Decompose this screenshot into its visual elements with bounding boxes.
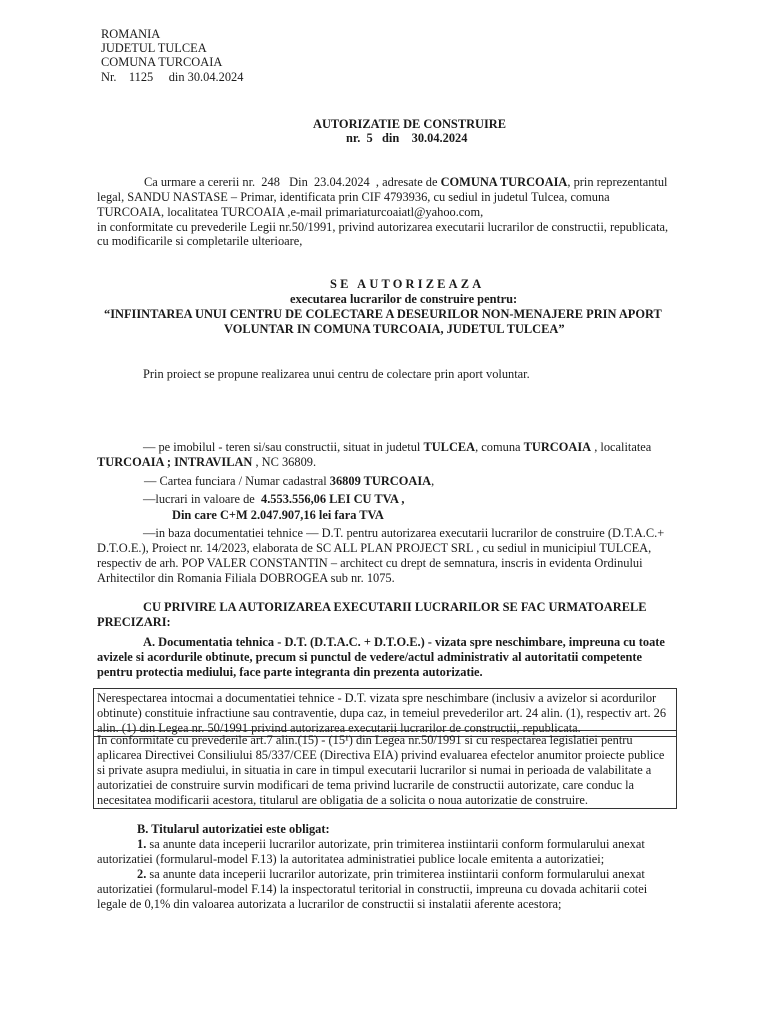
property-text: — pe imobilul - teren si/sau constructii, situat in judetul — [143, 440, 424, 454]
header-county: JUDETUL TULCEA — [101, 41, 207, 55]
intro-text: , prin reprezentantul — [567, 175, 668, 189]
notice-box-line: autorizatiei de construire survin modificari de tema privind lucrarile de constructii autorizate, care conduc la — [97, 778, 635, 792]
property-text: , localitatea — [591, 440, 652, 454]
section-b-heading: B. Titularul autorizatiei este obligat: — [137, 822, 330, 836]
obligation-2-line-2: autorizatiei (formularul-model F.14) la inspectoratul teritorial in constructii, impreuna cu dovada achitarii cotei — [97, 882, 648, 896]
section-a-line-1: A. Documentatia tehnica - D.T. (D.T.A.C. + D.T.O.E.) - vizata spre neschimbare, impreuna cu toate — [143, 635, 665, 649]
header-commune: COMUNA TURCOAIA — [101, 55, 223, 69]
property-line-2 — [97, 455, 316, 469]
value-line-2: Din care C+M 2.047.907,16 lei fara TVA — [172, 508, 384, 522]
obligation-1-line-1 — [137, 837, 645, 851]
intro-line-2: legal, SANDU NASTASE – Primar, identificata prin CIF 4793936, cu sediul in judetul Tulcea, comuna — [97, 190, 610, 204]
obligation-2-line-1 — [137, 867, 645, 881]
cadastral-number: 36809 TURCOAIA — [329, 474, 432, 488]
property-line-1 — [143, 440, 651, 454]
notice-box-line: In conformitate cu prevederile art.7 alin.(15) - (15¹) din Legea nr.50/1991 si cu respectarea legislatiei pentru — [97, 733, 633, 747]
project-note: Prin proiect se propune realizarea unui centru de colectare prin aport voluntar. — [143, 367, 530, 381]
section-a-line-3: pentru protectia mediului, face parte integranta din prezenta autorizatie. — [97, 665, 483, 679]
project-title-line-1: “INFIINTAREA UNUI CENTRU DE COLECTARE A DESEURILOR NON-MENAJERE PRIN APORT — [104, 307, 662, 321]
documentation-line-3: respectiv de arh. POP VALER CONSTANTIN – architect cu drept de semnatura, inscris in evidenta Ordinului — [97, 556, 643, 570]
property-text: , NC 36809. — [252, 455, 317, 469]
obligation-text: sa anunte data inceperii lucrarilor autorizate, prin trimiterea instiintarii conform formularului anexat — [146, 867, 645, 881]
applicant-name: COMUNA TURCOAIA — [440, 175, 568, 189]
document-number: nr. 5 din 30.04.2024 — [346, 131, 468, 145]
property-locality: TURCOAIA ; INTRAVILAN — [97, 455, 253, 469]
documentation-line-4: Arhitectilor din Romania Filiala DOBROGEA sub nr. 1075. — [97, 571, 395, 585]
obligation-text: sa anunte data inceperii lucrarilor autorizate, prin trimiterea instiintarii conform formularului anexat — [146, 837, 645, 851]
registration-date: din 30.04.2024 — [168, 70, 244, 84]
documentation-line-2: D.T.O.E.), Proiect nr. 14/2023, elaborata de SC ALL PLAN PROJECT SRL , cu sediul in municipiul TULCEA, — [97, 541, 652, 555]
obligation-2-line-3: legale de 0,1% din valoarea autorizata a lucrarilor de constructii si instalatii aferente acestora; — [97, 897, 562, 911]
cadastral-text: , — [431, 474, 435, 488]
registration-label: Nr. — [101, 70, 117, 84]
intro-line-5: cu modificarile si completarile ulterioare, — [97, 234, 303, 248]
header-country: ROMANIA — [101, 27, 161, 41]
property-county: TULCEA — [423, 440, 476, 454]
intro-line-3: TURCOAIA, localitatea TURCOAIA ,e-mail primariaturcoaiatl@yahoo.com, — [97, 205, 484, 219]
intro-text: Ca urmare a cererii nr. 248 Din 23.04.2024 , adresate de — [144, 175, 441, 189]
cadastral-line — [144, 474, 434, 488]
notice-box-eia — [93, 730, 677, 809]
obligation-number: 2. — [137, 867, 147, 881]
value-line-1 — [143, 492, 404, 506]
cadastral-text: — Cartea funciara / Numar cadastral — [144, 474, 330, 488]
value-total: 4.553.556,06 LEI CU TVA , — [261, 492, 405, 506]
notice-box-line: aplicarea Directivei Consiliului 85/337/CEE (Directiva EIA) privind evaluarea efectelor anumitor proiecte publice — [97, 748, 665, 762]
notice-box-line: obtinute) constituie infractiune sau contraventie, dupa caz, in temeiul prevederilor art. 24 alin. (1), respectiv art. 26 — [97, 706, 667, 720]
project-title-line-2: VOLUNTAR IN COMUNA TURCOAIA, JUDETUL TULCEA” — [224, 322, 565, 336]
section-a-line-2: avizele si acordurile obtinute, precum si punctul de vedere/actul administrativ al autoritatii competente — [97, 650, 643, 664]
document-title: AUTORIZATIE DE CONSTRUIRE — [313, 117, 507, 131]
notice-box-line: Nerespectarea intocmai a documentatiei tehnice - D.T. vizata spre neschimbare (inclusiv a avizelor si acordurilor — [97, 691, 657, 705]
authorization-sub: executarea lucrarilor de construire pentru: — [290, 292, 518, 306]
documentation-line-1: —in baza documentatiei tehnice — D.T. pentru autorizarea executarii lucrarilor de construire (D.T.A.C.+ — [143, 526, 665, 540]
obligation-1-line-2: autorizatiei (formularul-model F.13) la autoritatea administratiei publice locale emitenta a autorizatiei; — [97, 852, 605, 866]
header-registration — [101, 70, 243, 84]
intro-line-1 — [144, 175, 668, 189]
authorization-heading: SE AUTORIZEAZA — [330, 277, 485, 291]
property-commune: TURCOAIA — [523, 440, 592, 454]
notice-box-line: necesitatea modificarii acestora, titularul are obligatia de a solicita o noua autorizatie de construire. — [97, 793, 588, 807]
intro-line-4: in conformitate cu prevederile Legii nr.50/1991, privind autorizarea executarii lucrarilor de constructii, republicata, — [97, 220, 669, 234]
notice-box-line: alin. (1) din Legea nr. 50/1991 privind autorizarea executarii lucrarilor de constructii, republicata. — [97, 721, 581, 735]
registration-number: 1125 — [128, 70, 154, 84]
notice-box-line: si private asupra mediului, in situatia in care in timpul executarii lucrarilor si numai in perioada de valabilitate a — [97, 763, 652, 777]
clarifications-heading-line-1: CU PRIVIRE LA AUTORIZAREA EXECUTARII LUCRARILOR SE FAC URMATOARELE — [143, 600, 647, 614]
value-text: —lucrari in valoare de — [143, 492, 262, 506]
property-text: , comuna — [475, 440, 524, 454]
obligation-number: 1. — [137, 837, 147, 851]
clarifications-heading-line-2: PRECIZARI: — [97, 615, 171, 629]
